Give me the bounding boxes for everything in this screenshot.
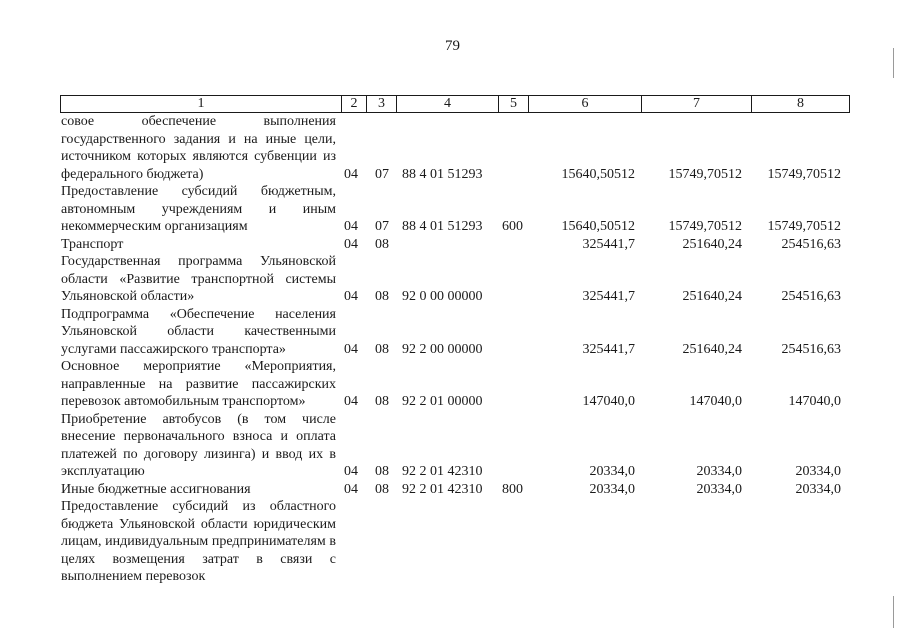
row-name: Предоставление субсидий бюджетным, автономным учреждениям и иным некоммерческим организациям bbox=[61, 184, 336, 234]
section-code: 04 bbox=[344, 481, 358, 497]
row-name: Транспорт bbox=[61, 236, 124, 252]
row-name: Иные бюджетные ассигнования bbox=[61, 481, 251, 497]
amount-col-6: 20334,0 bbox=[589, 464, 635, 479]
expense-kind: 600 bbox=[502, 219, 523, 234]
amount-col-6: 20334,0 bbox=[589, 481, 635, 497]
target-code: 92 2 01 42310 bbox=[402, 464, 483, 479]
amount-col-7: 20334,0 bbox=[696, 481, 742, 497]
subsection-code: 08 bbox=[375, 341, 389, 357]
subsection-code: 08 bbox=[375, 236, 389, 252]
column-header: 5 bbox=[498, 96, 528, 112]
target-code: 92 2 00 00000 bbox=[402, 341, 483, 357]
column-header: 1 bbox=[197, 96, 205, 111]
table-row bbox=[60, 183, 850, 236]
column-header: 4 bbox=[396, 96, 498, 112]
amount-col-6: 325441,7 bbox=[582, 289, 635, 304]
amount-col-7: 251640,24 bbox=[682, 341, 742, 357]
row-name: Подпрограмма «Обеспечение населения Ульяновской области качественными услугами пассажирского транспорта» bbox=[61, 306, 336, 357]
table-row bbox=[60, 498, 850, 586]
column-header: 3 bbox=[366, 96, 396, 112]
amount-col-8: 20334,0 bbox=[795, 481, 841, 497]
target-code: 88 4 01 51293 bbox=[402, 166, 483, 182]
table-row bbox=[60, 358, 850, 411]
table-row bbox=[60, 306, 850, 359]
target-code: 88 4 01 51293 bbox=[402, 219, 483, 234]
column-header: 2 bbox=[341, 96, 366, 112]
amount-col-6: 325441,7 bbox=[582, 341, 635, 357]
page-number: 79 bbox=[445, 38, 460, 54]
amount-col-6: 15640,50512 bbox=[561, 219, 635, 234]
table-row bbox=[60, 236, 850, 254]
row-name: Предоставление субсидий из областного бюджета Ульяновской области юридическим лицам, индивидуальным предпринимателям в целях возмещения затрат в связи с выполнением перевозок bbox=[61, 499, 336, 584]
subsection-code: 08 bbox=[375, 394, 389, 409]
table-row bbox=[60, 253, 850, 306]
amount-col-8: 147040,0 bbox=[788, 394, 841, 409]
section-code: 04 bbox=[344, 289, 358, 304]
table-row bbox=[60, 411, 850, 481]
amount-col-7: 20334,0 bbox=[696, 464, 742, 479]
subsection-code: 07 bbox=[375, 166, 389, 182]
amount-col-6: 325441,7 bbox=[582, 236, 635, 252]
amount-col-8: 15749,70512 bbox=[767, 166, 841, 182]
target-code: 92 2 01 00000 bbox=[402, 394, 483, 409]
scan-artifact-line bbox=[893, 596, 894, 628]
amount-col-7: 251640,24 bbox=[682, 289, 742, 304]
table-header bbox=[60, 95, 850, 113]
section-code: 04 bbox=[344, 166, 358, 182]
table-row bbox=[60, 113, 850, 183]
section-code: 04 bbox=[344, 394, 358, 409]
section-code: 04 bbox=[344, 464, 358, 479]
amount-col-7: 147040,0 bbox=[689, 394, 742, 409]
row-name: Государственная программа Ульяновской области «Развитие транспортной системы Ульяновской области» bbox=[61, 254, 336, 304]
budget-table bbox=[60, 95, 850, 586]
subsection-code: 07 bbox=[375, 219, 389, 234]
amount-col-8: 254516,63 bbox=[781, 289, 841, 304]
target-code: 92 2 01 42310 bbox=[402, 481, 483, 497]
amount-col-8: 254516,63 bbox=[781, 341, 841, 357]
scan-artifact-line bbox=[893, 48, 894, 78]
section-code: 04 bbox=[344, 341, 358, 357]
amount-col-7: 15749,70512 bbox=[668, 166, 742, 182]
subsection-code: 08 bbox=[375, 289, 389, 304]
amount-col-8: 15749,70512 bbox=[767, 219, 841, 234]
amount-col-6: 15640,50512 bbox=[561, 166, 635, 182]
subsection-code: 08 bbox=[375, 481, 389, 497]
table-body bbox=[60, 113, 850, 586]
subsection-code: 08 bbox=[375, 464, 389, 479]
row-name: Основное мероприятие «Мероприятия, направленные на развитие пассажирских перевозок автомобильным транспортом» bbox=[61, 359, 336, 409]
section-code: 04 bbox=[344, 236, 358, 252]
amount-col-6: 147040,0 bbox=[582, 394, 635, 409]
column-header: 6 bbox=[528, 96, 641, 112]
row-name: Приобретение автобусов (в том числе внесение первоначального взноса и оплата платежей по договору лизинга) и ввод их в эксплуатацию bbox=[61, 411, 336, 479]
row-name: совое обеспечение выполнения государственного задания и на иные цели, источником которых являются субвенции из федерального бюджета) bbox=[61, 114, 336, 182]
expense-kind: 800 bbox=[502, 481, 523, 497]
amount-col-7: 251640,24 bbox=[682, 236, 742, 252]
table-row bbox=[60, 481, 850, 499]
amount-col-7: 15749,70512 bbox=[668, 219, 742, 234]
column-header: 8 bbox=[751, 96, 849, 112]
amount-col-8: 20334,0 bbox=[795, 464, 841, 479]
section-code: 04 bbox=[344, 219, 358, 234]
target-code: 92 0 00 00000 bbox=[402, 289, 483, 304]
column-header: 7 bbox=[641, 96, 751, 112]
amount-col-8: 254516,63 bbox=[781, 236, 841, 252]
